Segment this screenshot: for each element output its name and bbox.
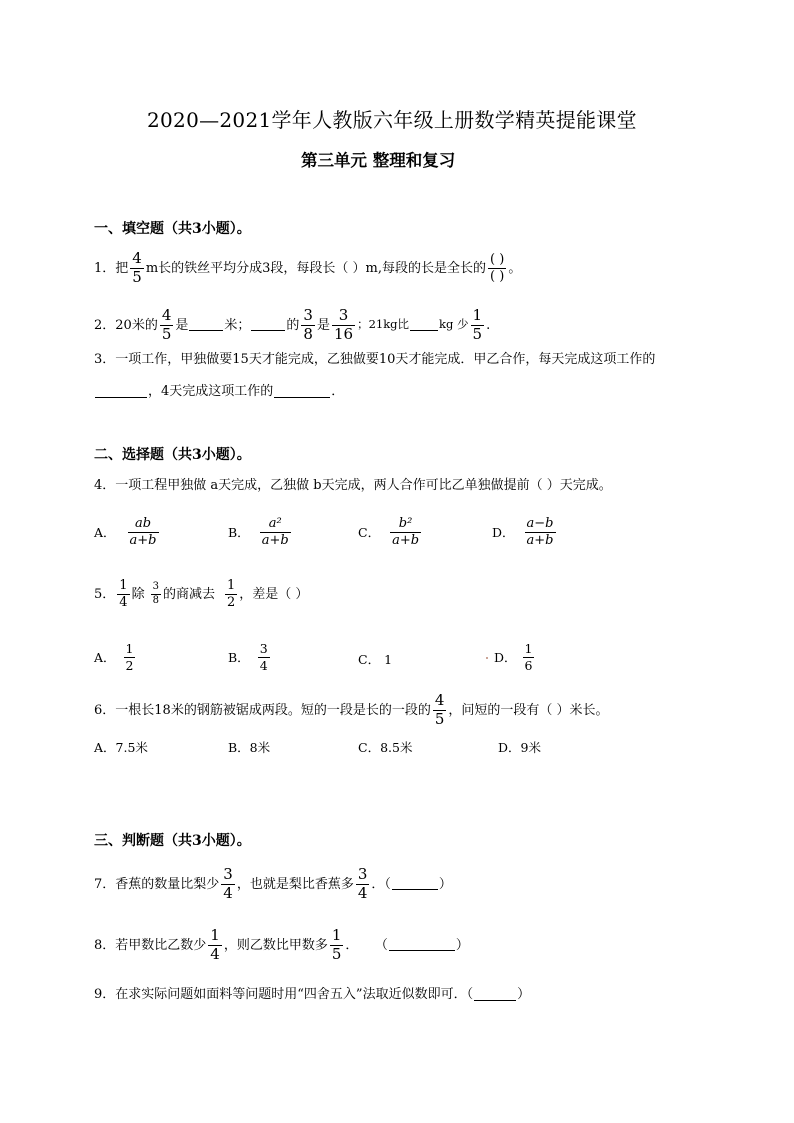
- section-multiple-choice-heading: 二、选择题（共3小题）。: [94, 447, 251, 463]
- q6-option-a[interactable]: A．7.5米: [94, 740, 148, 755]
- stray-dot-mark: [486, 657, 488, 659]
- q8-fraction-1: $\frac{1}{4}$: [210, 925, 220, 963]
- q6-option-c[interactable]: C．8.5米: [358, 740, 413, 755]
- question-8: 8．若甲数比乙数少 $\frac{1}{4}$ ，则乙数比甲数多 $\frac{1}{5}$ ． （ ）: [94, 925, 469, 963]
- question-3-line-1: 3．一项工作，甲独做要15天才能完成，乙独做要10天才能完成．甲乙合作，每天完成这项工作的: [94, 352, 656, 367]
- q5-option-c[interactable]: C． 1: [358, 651, 393, 667]
- q5-option-d[interactable]: D． $\frac{1}{6}$: [494, 641, 533, 673]
- q6-fraction: $\frac{4}{5}$: [434, 690, 445, 728]
- q5-fraction-3: $\frac{1}{2}$: [226, 577, 236, 610]
- q5-option-b[interactable]: B． $\frac{3}{4}$: [228, 641, 268, 673]
- q2-answer-blank-3[interactable]: [410, 319, 438, 331]
- question-9: 9．在求实际问题如面料等问题时用“四舍五入”法取近似数即可．（ ）: [94, 987, 531, 1002]
- q4-option-b[interactable]: B． $\frac{\text{a²}}{a+b}$: [228, 515, 289, 548]
- question-5: 5． $\frac{1}{4}$ 除 $\frac{3}{8}$ 的商减去 $\frac{1}{2}$ ，差是（ ）: [94, 577, 309, 610]
- q4-option-d[interactable]: D． $\frac{a-b}{a+b}$: [492, 515, 554, 548]
- q8-fraction-2: $\frac{1}{5}$: [331, 925, 342, 963]
- section-true-false-heading: 三、判断题（共3小题）。: [94, 833, 251, 849]
- q5-option-a[interactable]: A． $\frac{1}{2}$: [94, 641, 134, 673]
- q7-fraction-2: $\frac{3}{4}$: [357, 864, 368, 902]
- q2-answer-blank-2[interactable]: [251, 319, 285, 331]
- question-1: 1．把 $\frac{4}{5}$ m长的铁丝平均分成3段，每段长（ ）m,每段的长是全长的 $\frac{( )}{( )}$ 。: [94, 248, 522, 286]
- q7-answer-blank[interactable]: [392, 878, 438, 890]
- q9-answer-blank[interactable]: [474, 989, 516, 1001]
- q8-answer-blank[interactable]: [389, 939, 455, 951]
- question-6: 6．一根长18米的钢筋被锯成两段。短的一段是长的一段的 $\frac{4}{5}$ ，问短的一段有（ ）米长。: [94, 690, 609, 728]
- q1-text: 1．把: [94, 260, 129, 276]
- q2-fraction-3: $\frac{3}{16}$: [333, 305, 354, 343]
- q6-option-b[interactable]: B．8米: [228, 740, 271, 755]
- q1-text-2: m长的铁丝平均分成3段，每段长（ ）m,每段的长是全长的: [145, 260, 487, 276]
- q5-fraction-2: $\frac{3}{8}$: [152, 581, 159, 606]
- section-fill-blank-heading: 一、填空题（共3小题）。: [94, 221, 251, 237]
- q4-option-c[interactable]: C． $\frac{\text{b²}}{a+b}$: [358, 515, 420, 548]
- q6-option-d[interactable]: D．9米: [498, 740, 541, 755]
- q2-fraction-1: $\frac{4}{5}$: [161, 305, 172, 343]
- q7-fraction-1: $\frac{3}{4}$: [223, 864, 233, 902]
- page-title: 2020—2021学年人教版六年级上册数学精英提能课堂: [147, 108, 637, 132]
- q3-answer-blank-2[interactable]: [274, 386, 330, 398]
- q5-fraction-1: $\frac{1}{4}$: [119, 577, 128, 610]
- page-subtitle: 第三单元 整理和复习: [301, 151, 456, 170]
- q1-fraction: $\frac{4}{5}$: [132, 248, 142, 286]
- q4-option-a[interactable]: A． $\frac{ab}{a+b}$: [94, 515, 157, 548]
- question-4: 4．一项工程甲独做 a天完成，乙独做 b天完成，两人合作可比乙单独做提前（ ）天完成。: [94, 478, 612, 493]
- q2-fraction-2: $\frac{3}{8}$: [303, 305, 313, 343]
- question-3-line-2: ，4天完成这项工作的 ．: [94, 385, 344, 398]
- q3-answer-blank-1[interactable]: [95, 386, 147, 398]
- question-2: 2．20米的 $\frac{4}{5}$ 是 米； 的 $\frac{3}{8}$ 是 $\frac{3}{16}$ ；21kg比 kg 少 $\frac{1}{5}$ .: [94, 305, 491, 343]
- q2-fraction-4: $\frac{1}{5}$: [472, 305, 483, 343]
- q2-answer-blank-1[interactable]: [189, 319, 223, 331]
- question-7: 7．香蕉的数量比梨少 $\frac{3}{4}$ ，也就是梨比香蕉多 $\frac{3}{4}$ ．（ ）: [94, 864, 452, 902]
- q1-blank-fraction[interactable]: $\frac{( )}{( )}$: [490, 251, 505, 284]
